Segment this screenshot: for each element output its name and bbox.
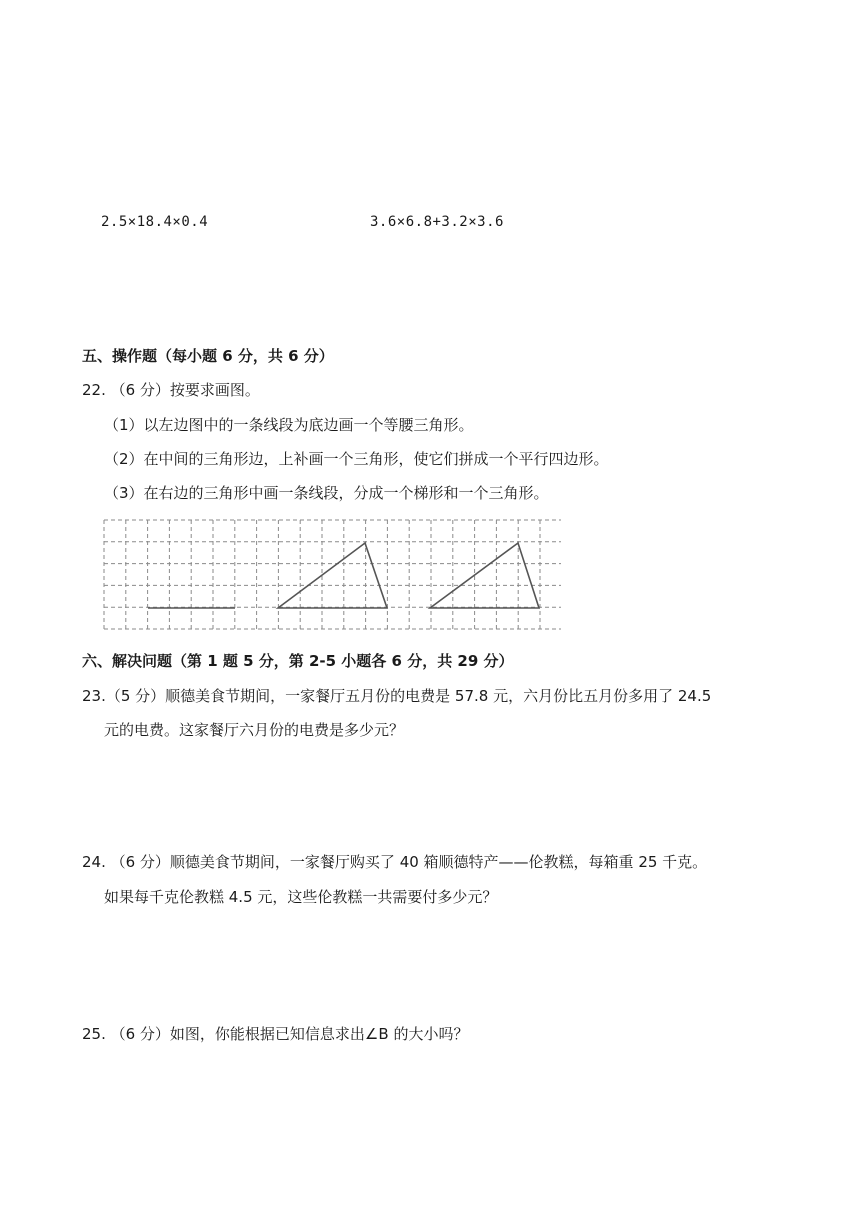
- calc-expression-1: 2.5×18.4×0.4: [101, 214, 209, 230]
- question-22-part-2: （2）在中间的三角形边，上补画一个三角形，使它们拼成一个平行四边形。: [104, 450, 609, 468]
- middle-triangle: [278, 543, 387, 608]
- question-25-line-1: 25. （6 分）如图，你能根据已知信息求出∠B 的大小吗？: [82, 1025, 469, 1043]
- right-triangle: [430, 543, 539, 608]
- question-24-line-2: 如果每千克伦教糕 4.5 元，这些伦教糕一共需要付多少元？: [104, 888, 498, 906]
- section-5-heading: 五、操作题（每小题 6 分，共 6 分）: [82, 347, 334, 365]
- calc-expression-2: 3.6×6.8+3.2×3.6: [370, 214, 504, 230]
- question-22-part-1: （1）以左边图中的一条线段为底边画一个等腰三角形。: [104, 416, 474, 434]
- question-23-line-1: 23.（5 分）顺德美食节期间，一家餐厅五月份的电费是 57.8 元，六月份比五月份多用了 24.5: [82, 687, 712, 705]
- question-22-stem: 22. （6 分）按要求画图。: [82, 381, 260, 399]
- question-24-line-1: 24. （6 分）顺德美食节期间，一家餐厅购买了 40 箱顺德特产——伦教糕，每箱重 25 千克。: [82, 853, 708, 871]
- section-6-heading: 六、解决问题（第 1 题 5 分，第 2-5 小题各 6 分，共 29 分）: [82, 652, 514, 670]
- question-22-part-3: （3）在右边的三角形中画一条线段，分成一个梯形和一个三角形。: [104, 484, 549, 502]
- question-23-line-2: 元的电费。这家餐厅六月份的电费是多少元？: [104, 721, 405, 739]
